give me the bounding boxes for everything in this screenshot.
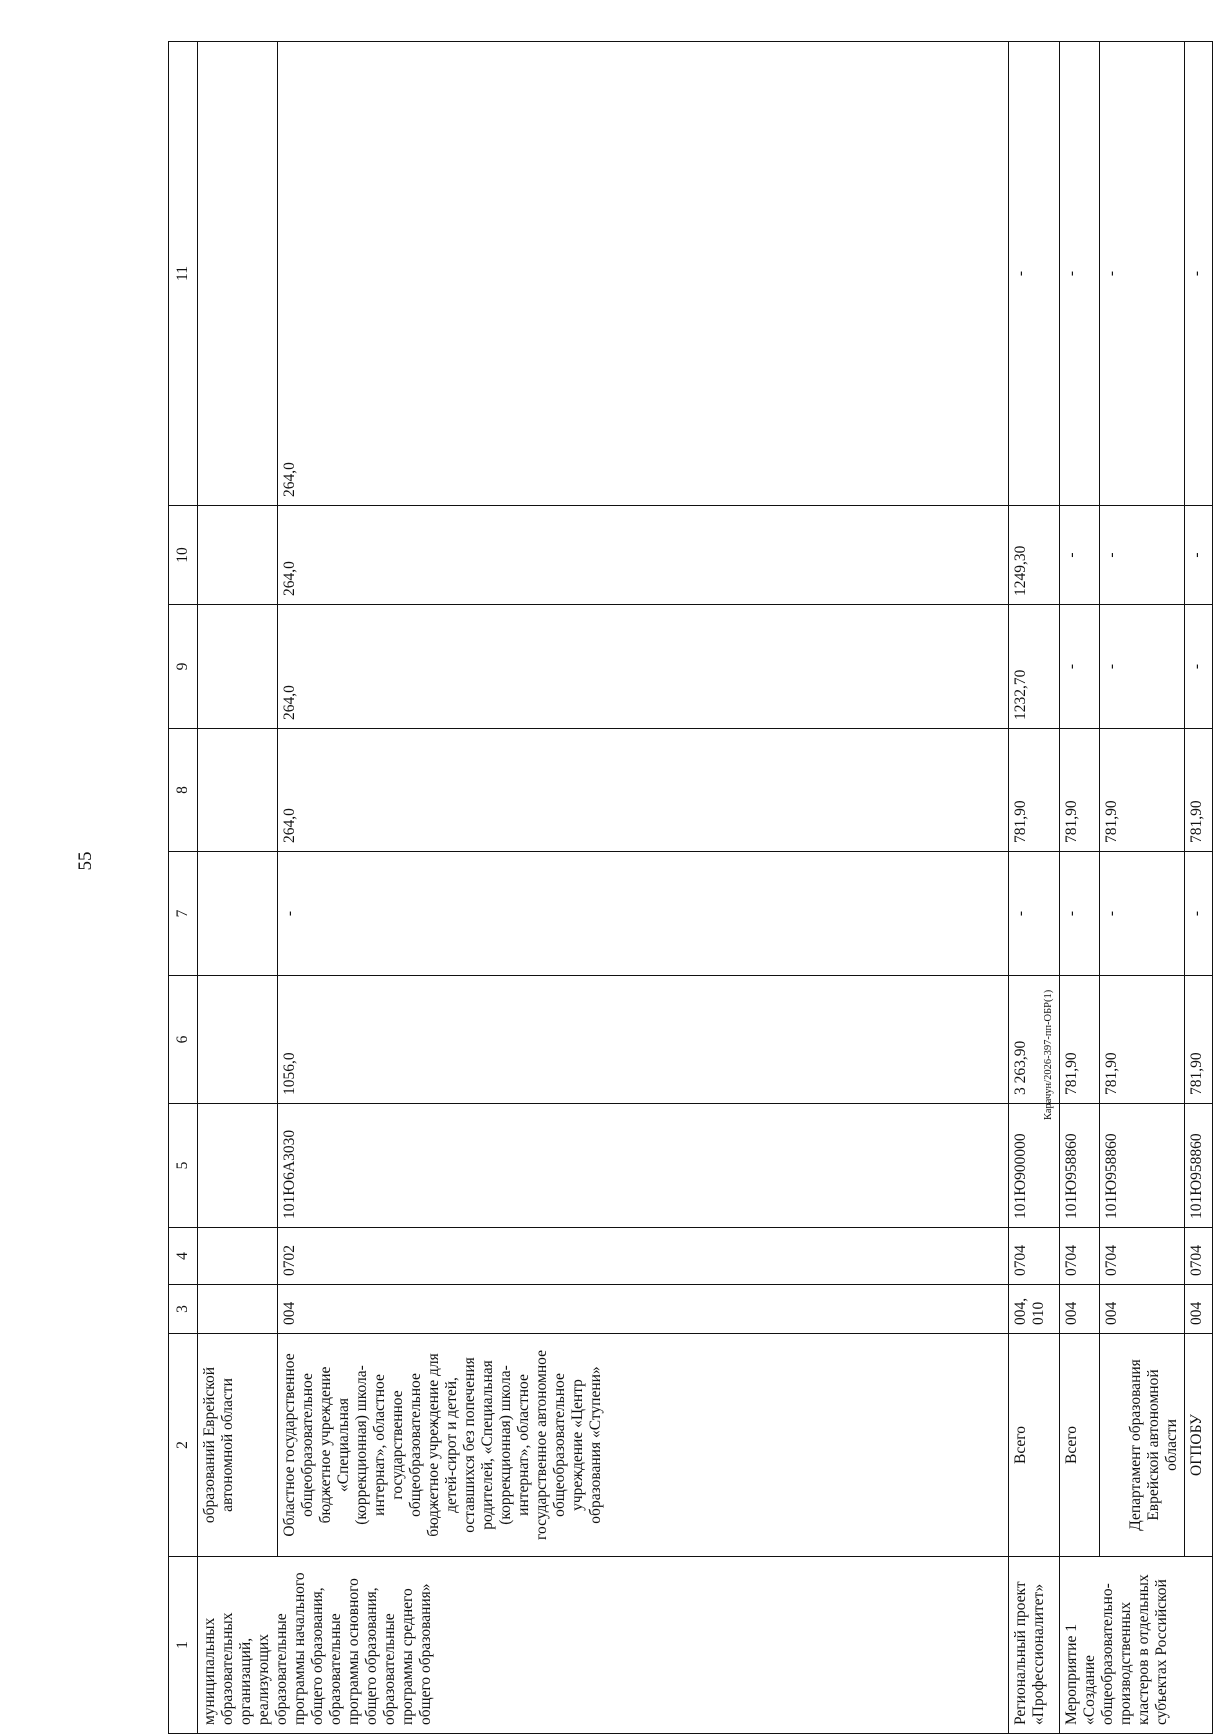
row-title-cell: муниципальных образовательных организаций, реализующих образовательные программы начального общего образования, образовательные программы основного общего образования, образовательные программы среднего общего образования» [197,1557,1008,1734]
cell-year [197,605,277,729]
cell-year: 1232,70 [1008,605,1060,729]
cell-total: 781,90 [1060,976,1100,1104]
cell-total: 3 263,90 [1008,976,1060,1104]
cell-grbs: 004 [1060,1285,1100,1334]
cell-csr: 101Ю958860 [1060,1104,1100,1228]
cell-year: 264,0 [277,42,1008,506]
table-row [197,42,277,1734]
executor-cell: Всего [1008,1334,1060,1557]
header-cell: 6 [169,976,198,1104]
executor-cell: образований Еврейской автономной области [197,1334,277,1557]
executor-cell: Областное государственное общеобразовательное бюджетное учреждение «Специальная (коррекционная) школа-интернат», областное государственное общеобразовательное бюджетное учреждение для детей-сирот и детей, оставшихся без попечения родителей, «Специальная (коррекционная) школа-интернат», областное государственное автономное общеобразовательное учреждение «Центр образования «Ступени» [277,1334,1008,1557]
cell-total: 781,90 [1099,976,1185,1104]
cell-year: 264,0 [277,506,1008,605]
cell-year: - [1008,42,1060,506]
cell-rzpr: 0704 [1099,1228,1185,1285]
cell-year: 1249,30 [1008,506,1060,605]
table-row [277,42,1008,1734]
cell-year [197,729,277,852]
cell-year: - [1185,42,1213,506]
cell-grbs: 004 [1185,1285,1213,1334]
row-title-cell: Региональный проект «Профессионалитет» [1008,1557,1060,1734]
cell-year: - [1185,852,1213,976]
cell-rzpr: 0704 [1060,1228,1100,1285]
cell-rzpr: 0704 [1008,1228,1060,1285]
cell-year [197,42,277,506]
cell-year: 781,90 [1185,729,1213,852]
cell-year: 781,90 [1099,729,1185,852]
cell-year: - [1185,605,1213,729]
executor-cell: Всего [1060,1334,1100,1557]
header-cell: 2 [169,1334,198,1557]
header-cell: 7 [169,852,198,976]
cell-total: 781,90 [1185,976,1213,1104]
header-cell: 4 [169,1228,198,1285]
cell-total: 1056,0 [277,976,1008,1104]
cell-grbs: 004 [1099,1285,1185,1334]
cell-csr: 101Ю6А3030 [277,1104,1008,1228]
cell-year: - [1185,506,1213,605]
cell-year: - [1008,852,1060,976]
cell-year: - [1060,852,1100,976]
table-header-row [169,42,198,1734]
cell-year: - [1099,42,1185,506]
page-number: 55 [75,851,96,871]
cell-year: - [277,852,1008,976]
cell-year: - [1099,605,1185,729]
cell-csr: 101Ю900000 [1008,1104,1060,1228]
cell-year [197,852,277,976]
header-cell: 11 [169,42,198,506]
cell-csr [197,1104,277,1228]
cell-year [197,506,277,605]
header-cell: 8 [169,729,198,852]
executor-cell: ОГПОБУ [1185,1334,1213,1557]
table-row [1060,42,1100,1734]
table-row [1099,42,1185,1734]
cell-grbs: 004, 010 [1008,1285,1060,1334]
cell-year: - [1060,506,1100,605]
cell-year: - [1099,852,1185,976]
header-cell: 10 [169,506,198,605]
cell-grbs [197,1285,277,1334]
header-cell: 3 [169,1285,198,1334]
cell-rzpr [197,1228,277,1285]
header-cell: 5 [169,1104,198,1228]
header-cell: 9 [169,605,198,729]
cell-csr: 101Ю958860 [1099,1104,1185,1228]
cell-csr: 101Ю958860 [1185,1104,1213,1228]
cell-year: 781,90 [1060,729,1100,852]
cell-grbs: 004 [277,1285,1008,1334]
table-row [1185,42,1213,1734]
cell-year: - [1060,605,1100,729]
cell-year: 781,90 [1008,729,1060,852]
document-code: Карачун/2026-397-пп-ОБР(1) [1043,989,1054,1120]
cell-rzpr: 0702 [277,1228,1008,1285]
header-cell: 1 [169,1557,198,1734]
cell-year: - [1060,42,1100,506]
cell-year: 264,0 [277,605,1008,729]
cell-year: 264,0 [277,729,1008,852]
cell-rzpr: 0704 [1185,1228,1213,1285]
executor-cell: Департамент образования Еврейской автономной области [1099,1334,1185,1557]
cell-total [197,976,277,1104]
cell-year: - [1099,506,1185,605]
row-title-cell: Мероприятие 1 «Создание общеобразовательно-производственных кластеров в отдельных субъектах Российской [1060,1557,1213,1734]
